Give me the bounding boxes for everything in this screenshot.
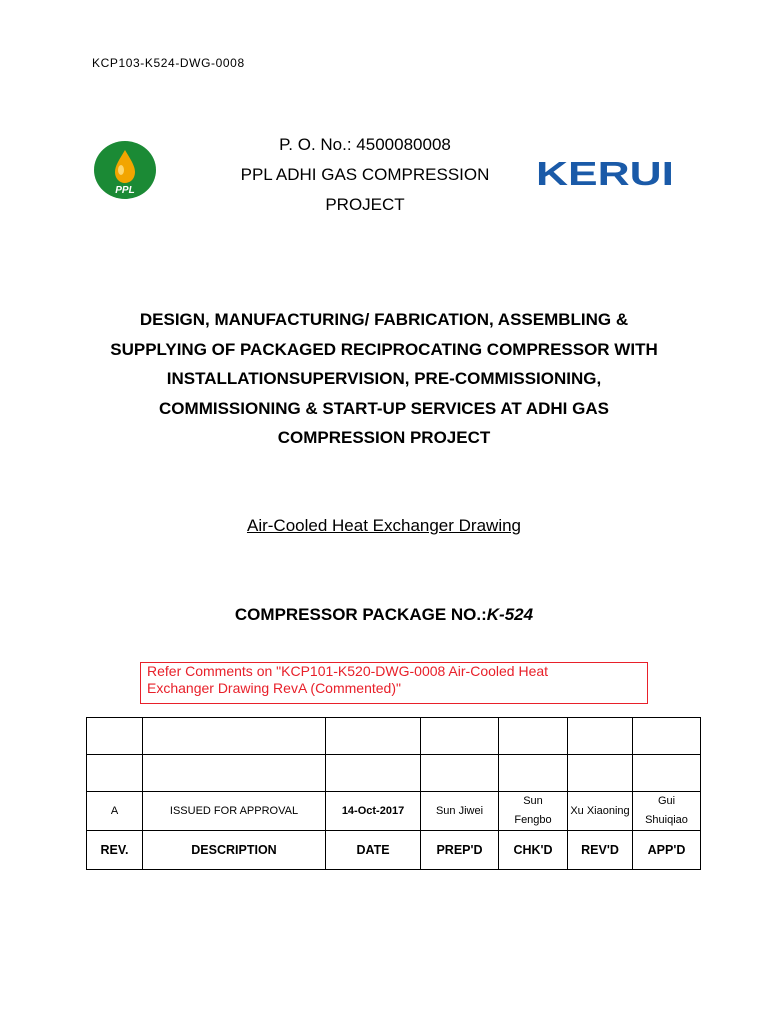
project-name-line1: PPL ADHI GAS COMPRESSION [240,165,490,184]
ppl-logo [93,140,157,200]
package-label: COMPRESSOR PACKAGE NO.: [234,605,487,624]
title-line: COMMISSIONING & START-UP SERVICES AT ADHI GAS [159,398,609,418]
title-line: COMPRESSION PROJECT [277,428,491,447]
kerui-logo [536,154,676,190]
comment-line: Refer Comments on "KCP101-K520-DWG-0008 Air-Cooled Heat [147,663,549,679]
table-row [87,718,701,755]
title-line: DESIGN, MANUFACTURING/ FABRICATION, ASSEMBLING & [139,310,629,329]
title-line: INSTALLATIONSUPERVISION, PRE-COMMISSIONING, [166,369,602,388]
kerui-logo-text: KERUI [536,155,674,190]
header-rev: REV. [87,831,143,870]
chkd-name-line: Sun [523,795,543,807]
header-appd: APP'D [633,831,701,870]
document-number: KCP103-K524-DWG-0008 [92,56,245,70]
header-chkd: CHK'D [499,831,568,870]
po-number: P. O. No.: 4500080008 [279,135,451,154]
po-block [200,130,530,220]
table-row [87,755,701,792]
rev-cell: A [87,792,143,831]
revd-cell: Xu Xiaoning [568,792,633,831]
title-line: SUPPLYING OF PACKAGED RECIPROCATING COMPRESSOR WITH [110,339,658,359]
chkd-cell [499,792,568,831]
compressor-package [100,605,668,625]
chkd-name-line: Fengbo [514,814,552,826]
revision-table [86,717,701,870]
appd-cell [633,792,701,831]
document-title [60,305,708,453]
header-description: DESCRIPTION [143,831,326,870]
comment-box [140,662,648,704]
project-name-line2: PROJECT [325,195,405,214]
header-date: DATE [326,831,421,870]
header-prepd: PREP'D [421,831,499,870]
table-row [87,792,701,831]
header-revd: REV'D [568,831,633,870]
drawing-subtitle: Air-Cooled Heat Exchanger Drawing [246,516,522,535]
description-cell: ISSUED FOR APPROVAL [143,792,326,831]
date-cell: 14-Oct-2017 [326,792,421,831]
ppl-logo-text: PPL [115,185,135,196]
appd-name-line: Gui [657,795,676,807]
appd-name-line: Shuiqiao [645,814,688,826]
package-number: K-524 [486,605,534,624]
table-header-row [87,831,701,870]
prepd-cell: Sun Jiwei [421,792,499,831]
comment-line: Exchanger Drawing RevA (Commented)" [147,680,401,696]
